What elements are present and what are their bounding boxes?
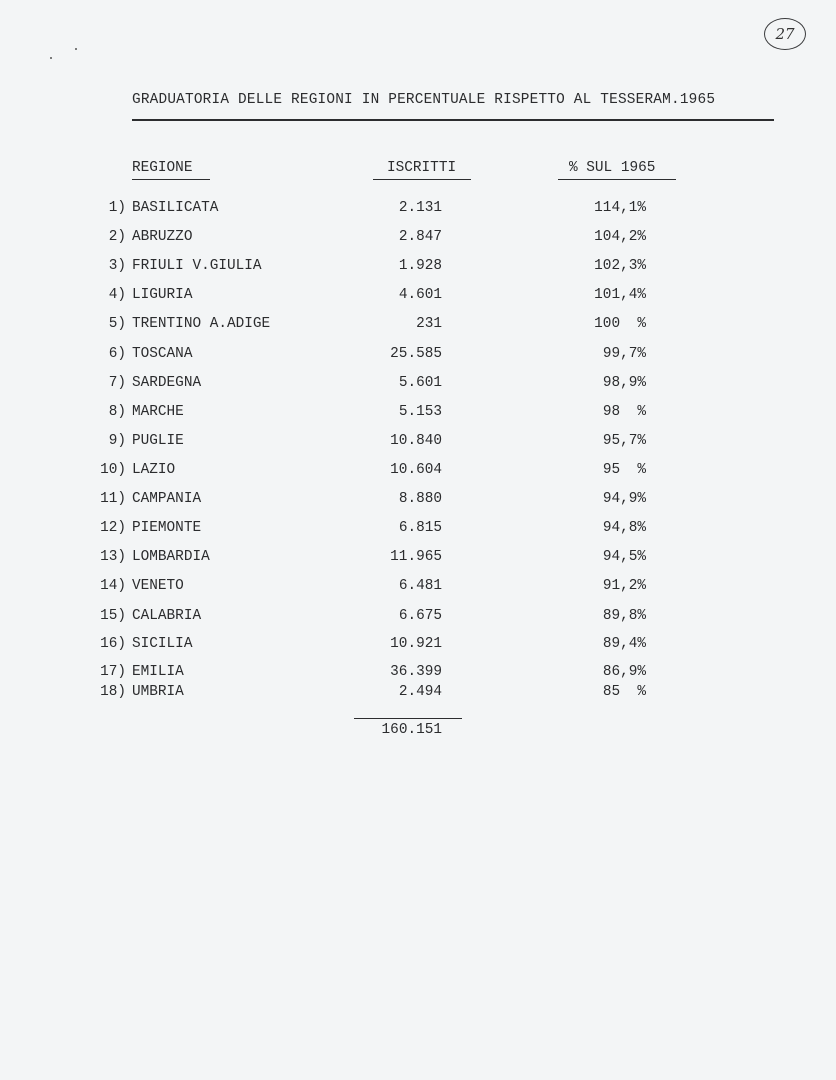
table-row (0, 608, 836, 628)
row-iscritti: 10.921 (390, 636, 442, 652)
row-iscritti: 5.153 (398, 404, 442, 420)
row-iscritti: 231 (416, 316, 442, 332)
row-rank: 15) (100, 608, 126, 624)
table-row (0, 520, 836, 540)
row-rank: 18) (100, 684, 126, 700)
row-region: PIEMONTE (132, 520, 202, 536)
header-percent-underline (558, 179, 676, 180)
header-percent: % SUL 1965 (569, 160, 656, 176)
row-rank: 17) (100, 664, 126, 680)
row-iscritti: 4.601 (398, 287, 442, 303)
table-row (0, 200, 836, 220)
row-iscritti: 2.847 (398, 229, 442, 245)
row-percent: 114,1% (594, 200, 646, 216)
row-region: LAZIO (132, 462, 176, 478)
table-row (0, 375, 836, 395)
speck-mark (75, 48, 77, 50)
row-iscritti: 5.601 (398, 375, 442, 391)
row-percent: 98 % (602, 404, 646, 420)
table-row (0, 229, 836, 249)
row-region: BASILICATA (132, 200, 219, 216)
row-iscritti: 25.585 (390, 346, 442, 362)
row-rank: 13) (100, 549, 126, 565)
header-regione-underline (132, 179, 210, 180)
row-percent: 99,7% (602, 346, 646, 362)
row-region: TOSCANA (132, 346, 193, 362)
row-iscritti: 10.604 (390, 462, 442, 478)
row-iscritti: 6.815 (398, 520, 442, 536)
row-percent: 102,3% (594, 258, 646, 274)
row-percent: 94,5% (602, 549, 646, 565)
row-iscritti: 1.928 (398, 258, 442, 274)
row-region: CALABRIA (132, 608, 202, 624)
row-region: SARDEGNA (132, 375, 202, 391)
row-rank: 6) (108, 346, 126, 362)
header-iscritti-underline (373, 179, 471, 180)
row-region: TRENTINO A.ADIGE (132, 316, 271, 332)
table-row (0, 491, 836, 511)
row-iscritti: 10.840 (390, 433, 442, 449)
row-region: FRIULI V.GIULIA (132, 258, 262, 274)
row-iscritti: 6.481 (398, 578, 442, 594)
table-row (0, 287, 836, 307)
row-region: PUGLIE (132, 433, 184, 449)
row-percent: 104,2% (594, 229, 646, 245)
row-percent: 100 % (594, 316, 646, 332)
row-percent: 98,9% (602, 375, 646, 391)
row-rank: 1) (108, 200, 126, 216)
row-rank: 4) (108, 287, 126, 303)
row-percent: 94,8% (602, 520, 646, 536)
row-iscritti: 6.675 (398, 608, 442, 624)
table-row (0, 664, 836, 684)
row-region: SICILIA (132, 636, 193, 652)
total-underline (354, 718, 462, 719)
table-row (0, 462, 836, 482)
row-region: LOMBARDIA (132, 549, 210, 565)
row-region: MARCHE (132, 404, 184, 420)
row-rank: 16) (100, 636, 126, 652)
row-rank: 7) (108, 375, 126, 391)
row-percent: 95,7% (602, 433, 646, 449)
row-percent: 89,8% (602, 608, 646, 624)
title-underline (132, 119, 774, 121)
table-row (0, 258, 836, 278)
row-region: UMBRIA (132, 684, 184, 700)
header-regione: REGIONE (132, 160, 193, 176)
total-iscritti: 160.151 (381, 722, 442, 738)
row-rank: 2) (108, 229, 126, 245)
speck-mark (50, 57, 52, 59)
row-rank: 8) (108, 404, 126, 420)
document-title: GRADUATORIA DELLE REGIONI IN PERCENTUALE RISPETTO AL TESSERAM.1965 (132, 92, 716, 108)
row-iscritti: 2.131 (398, 200, 442, 216)
row-percent: 95 % (602, 462, 646, 478)
row-percent: 101,4% (594, 287, 646, 303)
table-row (0, 636, 836, 656)
row-region: ABRUZZO (132, 229, 193, 245)
header-iscritti: ISCRITTI (387, 160, 457, 176)
row-region: EMILIA (132, 664, 184, 680)
row-rank: 9) (108, 433, 126, 449)
table-row (0, 346, 836, 366)
row-percent: 85 % (602, 684, 646, 700)
row-rank: 10) (100, 462, 126, 478)
row-iscritti: 11.965 (390, 549, 442, 565)
page-number (764, 18, 806, 50)
row-percent: 91,2% (602, 578, 646, 594)
row-rank: 12) (100, 520, 126, 536)
row-percent: 89,4% (602, 636, 646, 652)
row-percent: 94,9% (602, 491, 646, 507)
row-rank: 5) (108, 316, 126, 332)
page-number-text: 27 (775, 25, 795, 43)
row-rank: 11) (100, 491, 126, 507)
table-row (0, 404, 836, 424)
row-iscritti: 8.880 (398, 491, 442, 507)
row-rank: 14) (100, 578, 126, 594)
row-region: CAMPANIA (132, 491, 202, 507)
table-row (0, 684, 836, 704)
row-iscritti: 2.494 (398, 684, 442, 700)
table-row (0, 316, 836, 336)
row-rank: 3) (108, 258, 126, 274)
table-row (0, 549, 836, 569)
row-percent: 86,9% (602, 664, 646, 680)
table-row (0, 433, 836, 453)
row-region: LIGURIA (132, 287, 193, 303)
row-iscritti: 36.399 (390, 664, 442, 680)
row-region: VENETO (132, 578, 184, 594)
table-row (0, 578, 836, 598)
